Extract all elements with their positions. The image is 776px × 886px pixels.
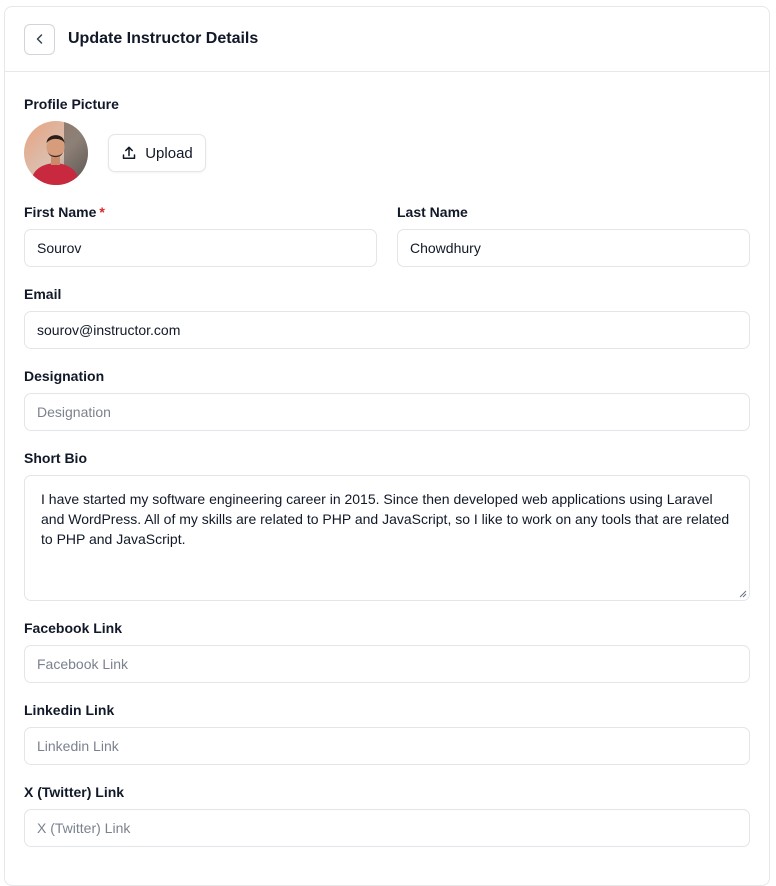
required-mark: * bbox=[99, 204, 105, 220]
chevron-left-icon bbox=[33, 32, 47, 46]
upload-icon bbox=[121, 145, 137, 161]
designation-field[interactable]: Designation bbox=[24, 393, 750, 431]
facebook-label: Facebook Link bbox=[24, 620, 123, 636]
twitter-label: X (Twitter) Link bbox=[24, 784, 125, 800]
form-header bbox=[5, 7, 769, 72]
profile-picture-label: Profile Picture bbox=[24, 96, 119, 112]
last-name-label: Last Name bbox=[397, 204, 468, 220]
upload-label: Upload bbox=[145, 144, 193, 162]
resize-handle-icon[interactable] bbox=[739, 590, 747, 598]
upload-button[interactable] bbox=[108, 134, 206, 172]
first-name-label-text: First Name bbox=[24, 204, 97, 220]
designation-label: Designation bbox=[24, 368, 105, 384]
back-button[interactable] bbox=[24, 24, 55, 55]
instructor-form-card bbox=[4, 6, 770, 886]
first-name-field[interactable]: Sourov bbox=[24, 229, 377, 267]
profile-photo bbox=[24, 121, 88, 185]
first-name-label bbox=[24, 204, 105, 220]
linkedin-link-field[interactable]: Linkedin Link bbox=[24, 727, 750, 765]
twitter-link-field[interactable]: X (Twitter) Link bbox=[24, 809, 750, 847]
facebook-link-field[interactable]: Facebook Link bbox=[24, 645, 750, 683]
avatar bbox=[24, 121, 88, 185]
email-label: Email bbox=[24, 286, 62, 302]
email-field[interactable]: sourov@instructor.com bbox=[24, 311, 750, 349]
page-title: Update Instructor Details bbox=[68, 30, 259, 47]
short-bio-label: Short Bio bbox=[24, 450, 87, 466]
short-bio-text: I have started my software engineering career in 2015. Since then developed web applications using Laravel and WordPress. All of my skills are related to PHP and JavaScript, so I like to work on any tools that are related to PHP and JavaScript. bbox=[41, 491, 730, 547]
short-bio-textarea[interactable] bbox=[24, 475, 750, 601]
last-name-field[interactable]: Chowdhury bbox=[397, 229, 750, 267]
linkedin-label: Linkedin Link bbox=[24, 702, 115, 718]
